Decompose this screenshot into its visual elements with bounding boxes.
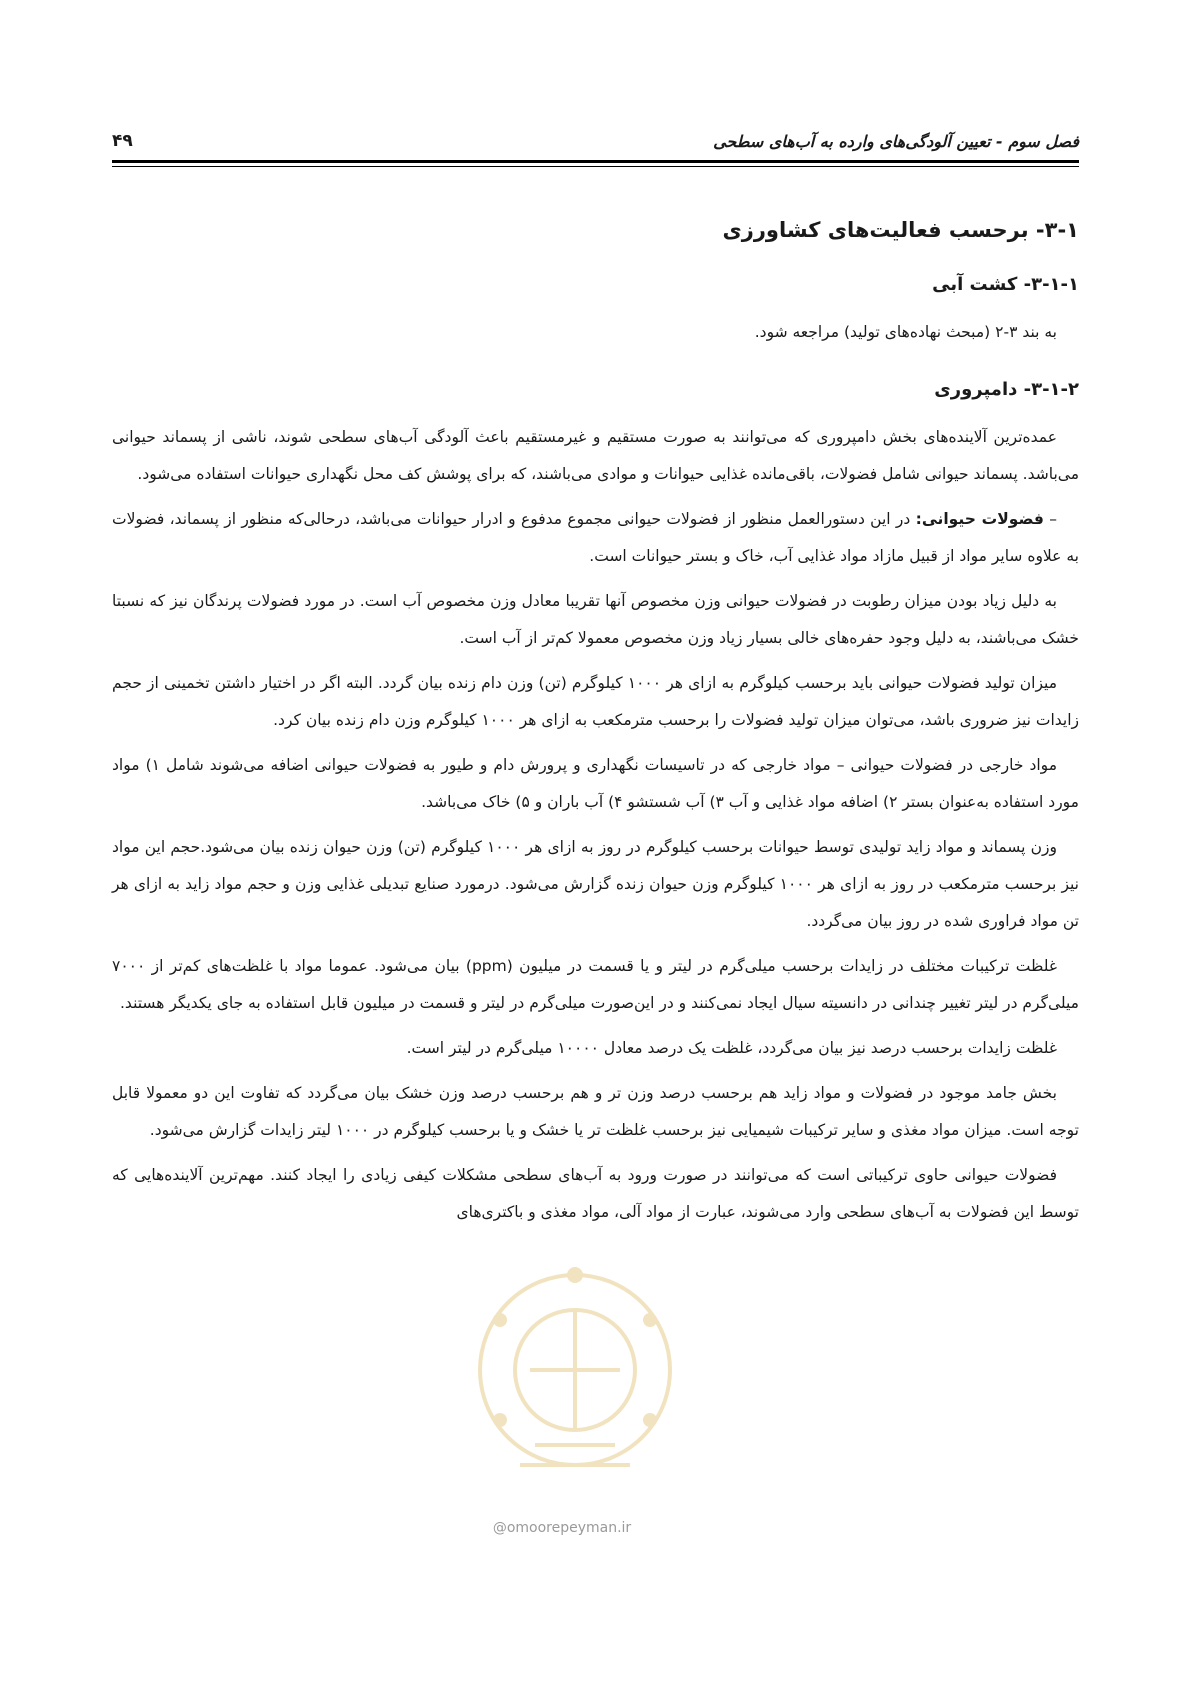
bullet-paragraph bbox=[112, 501, 1079, 575]
paragraph: عمده‌ترین آلاینده‌های بخش دامپروری که می‌توانند به صورت مستقیم و غیرمستقیم باعث آلودگی آب‌های سطحی شوند، ناشی از پسماند حیوانی می‌باشد. پسماند حیوانی شامل فضولات، باقی‌مانده غذایی حیوانات و موادی می‌باشند، که برای پوشش کف محل نگهداری حیوانات استفاده می‌شود. bbox=[112, 428, 1079, 483]
paragraph: وزن پسماند و مواد زاید تولیدی توسط حیوانات برحسب کیلوگرم در روز به ازای هر ۱۰۰۰ کیلوگرم (تن) وزن حیوان زنده بیان می‌شود.حجم این مواد نیز برحسب مترمکعب در روز به ازای هر ۱۰۰۰ کیلوگرم وزن حیوان زنده گزارش می‌شود. درمورد صنایع تبدیلی غذایی وزن و حجم مواد زاید به ازای هر تن مواد فراوری شده در روز بیان می‌گردد. bbox=[112, 838, 1079, 930]
subsection-text-irrigation: به بند ۳-۲ (مبحث نهاده‌های تولید) مراجعه شود. bbox=[754, 323, 1057, 341]
bullet-lead-term: فضولات حیوانی: bbox=[915, 510, 1044, 528]
document-page bbox=[112, 0, 1079, 1684]
main-content bbox=[112, 212, 1079, 1239]
paragraph: بخش جامد موجود در فضولات و مواد زاید هم برحسب درصد وزن تر و هم برحسب درصد وزن خشک بیان می‌گردد که تفاوت این دو معمولا قابل توجه است. میزان مواد مغذی و سایر ترکیبات شیمیایی نیز برحسب غلظت تر یا خشک و یا برحسب کیلوگرم در ۱۰۰۰ لیتر زایدات گزارش می‌شود. bbox=[112, 1084, 1079, 1139]
running-header bbox=[112, 126, 1079, 156]
watermark-site: @omoorepeyman.ir bbox=[492, 1520, 632, 1536]
header-rule bbox=[112, 160, 1079, 163]
paragraph: غلظت ترکیبات مختلف در زایدات برحسب میلی‌گرم در لیتر و یا قسمت در میلیون (ppm) بیان می‌شود. عموما مواد با غلظت‌های کم‌تر از ۷۰۰۰ میلی‌گرم در لیتر تغییر چندانی در دانسیته سیال ایجاد نمی‌کنند و در این‌صورت میلی‌گرم در لیتر و قسمت در میلیون قابل استفاده به جای یکدیگر هستند. bbox=[112, 957, 1079, 1012]
paragraph: به دلیل زیاد بودن میزان رطوبت در فضولات حیوانی وزن مخصوص آنها تقریبا معادل وزن مخصوص آب است. در مورد فضولات پرندگان نیز که نسبتا خشک می‌باشند، به دلیل وجود حفره‌های خالی بسیار زیاد وزن مخصوص معمولا کم‌تر از آب است. bbox=[112, 592, 1079, 647]
paragraph: غلظت زایدات برحسب درصد نیز بیان می‌گردد، غلظت یک درصد معادل ۱۰۰۰۰ میلی‌گرم در لیتر است. bbox=[406, 1039, 1057, 1057]
page-number: ۴۹ bbox=[112, 131, 133, 151]
section-heading: ۳-۱- برحسب فعالیت‌های کشاورزی bbox=[722, 218, 1079, 242]
paragraph: فضولات حیوانی حاوی ترکیباتی است که می‌توانند در صورت ورود به آب‌های سطحی مشکلات کیفی زیادی را ایجاد کنند. مهم‌ترین آلاینده‌هایی که توسط این فضولات به آب‌های سطحی وارد می‌شوند، عبارت از مواد آلی، مواد مغذی و باکتری‌های bbox=[112, 1166, 1079, 1221]
subsection-heading-irrigation: ۳-۱-۱- کشت آبی bbox=[932, 274, 1079, 295]
chapter-title: فصل سوم - تعیین آلودگی‌های وارده به آب‌های سطحی bbox=[713, 131, 1079, 151]
subsection-heading-livestock: ۳-۱-۲- دامپروری bbox=[934, 379, 1079, 400]
paragraph: مواد خارجی در فضولات حیوانی – مواد خارجی که در تاسیسات نگهداری و پرورش دام و طیور به فضولات حیوانی اضافه می‌شوند شامل ۱) مواد مورد استفاده به‌عنوان بستر ۲) اضافه مواد غذایی و آب ۳) آب شستشو ۴) آب باران و ۵) خاک می‌باشد. bbox=[112, 756, 1079, 811]
paragraph: میزان تولید فضولات حیوانی باید برحسب کیلوگرم به ازای هر ۱۰۰۰ کیلوگرم (تن) وزن دام زنده بیان گردد. البته اگر در اختیار داشتن تخمینی از حجم زایدات نیز ضروری باشد، می‌توان میزان تولید فضولات را برحسب مترمکعب به ازای هر ۱۰۰۰ کیلوگرم وزن دام زنده بیان کرد. bbox=[112, 674, 1079, 729]
bullet-dash: – bbox=[1043, 510, 1057, 528]
bullet-text: در این دستورالعمل منظور از فضولات حیوانی مجموع مدفوع و ادرار حیوانات می‌باشد، درحالی‌که منظور از پسماند، فضولات به علاوه سایر مواد از قبیل مازاد مواد غذایی آب، خاک و بستر حیوانات است. bbox=[112, 510, 1079, 565]
